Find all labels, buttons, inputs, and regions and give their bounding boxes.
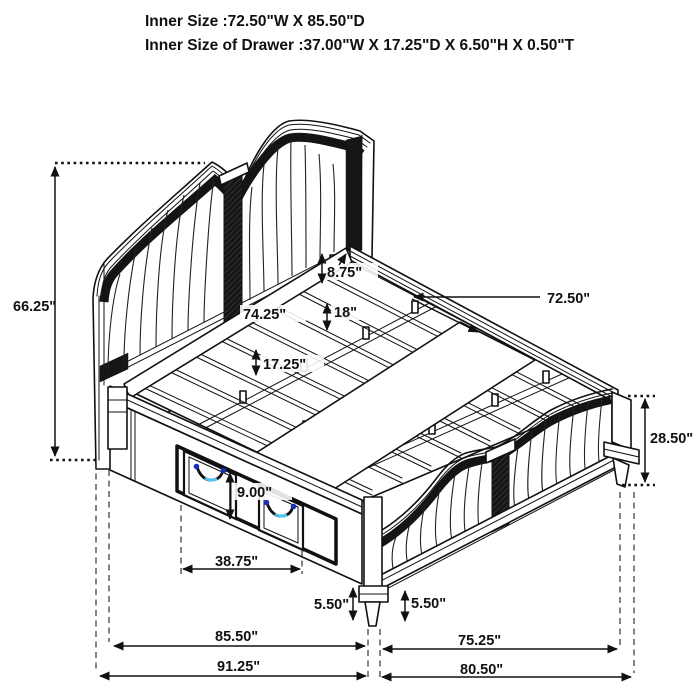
dim-drawer-span: 38.75"	[215, 554, 259, 570]
inner-size-title: Inner Size :72.50"W X 85.50"D	[145, 13, 365, 30]
dim-inner-depth: 85.50"	[215, 629, 259, 645]
dim-deck-to-rail: 8.75"	[327, 265, 363, 281]
drawer-1-knob-right	[221, 468, 227, 474]
dim-footboard-height: 28.50"	[650, 431, 694, 447]
inner-drawer-size-title: Inner Size of Drawer :37.00"W X 17.25"D X 6.50"H X 0.50"T	[145, 37, 575, 54]
dim-inner-width: 72.50"	[547, 291, 591, 307]
headboard-right-post-trim	[346, 136, 362, 254]
dim-headboard-height: 66.25"	[13, 299, 57, 315]
dim-drawer-height: 9.00"	[237, 485, 273, 501]
dim-overall-width: 80.50"	[460, 662, 504, 678]
dim-rail-inner-length: 74.25"	[243, 307, 287, 323]
drawer-2-knob-right	[291, 504, 297, 510]
footboard-near-post	[364, 497, 382, 588]
dim-side-leg-height: 5.50"	[314, 597, 350, 613]
dim-foot-leg-height: 5.50"	[411, 596, 447, 612]
footboard-far-post	[612, 392, 631, 450]
footboard-near-foot	[365, 602, 380, 626]
footboard-far-foot	[613, 458, 629, 487]
headboard-center-divider	[224, 174, 242, 326]
dim-footboard-span: 75.25"	[458, 633, 502, 649]
dim-slat-gap-lower: 17.25"	[263, 357, 307, 373]
drawer-1-knob-left	[194, 464, 200, 470]
dim-overall-depth: 91.25"	[217, 659, 261, 675]
dim-slat-gap-upper: 18"	[334, 305, 358, 321]
side-rail-end-cap	[108, 387, 127, 449]
